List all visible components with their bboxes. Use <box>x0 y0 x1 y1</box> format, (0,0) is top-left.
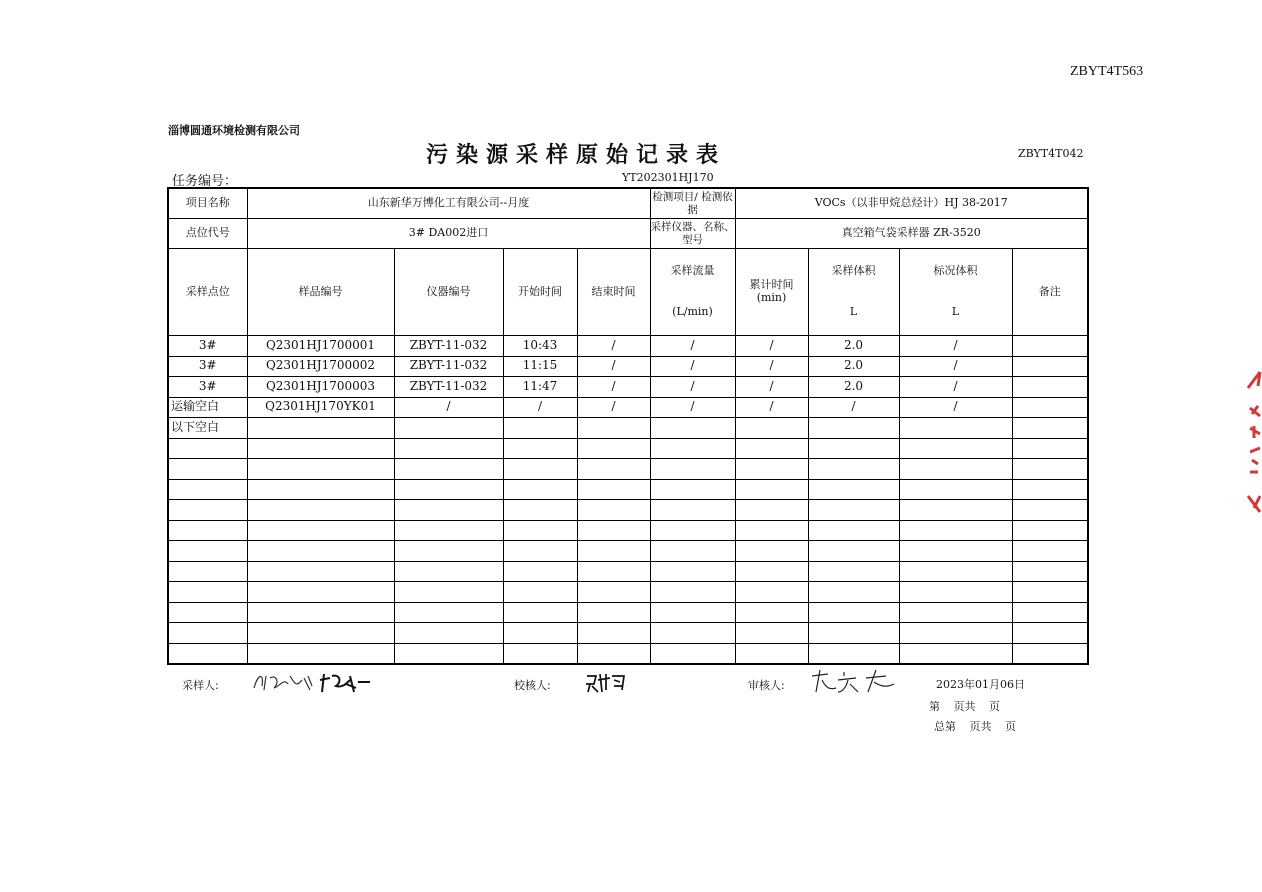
header-end-time: 结束时间 <box>577 249 650 336</box>
header-site: 采样点位 <box>168 249 247 336</box>
instrument-label: 采样仪器、名称、型号 <box>650 219 735 249</box>
column-header-row <box>168 249 1088 336</box>
company-name: 淄博圆通环境检测有限公司 <box>168 124 300 137</box>
task-number-label: 任务编号： <box>172 174 238 189</box>
record-date: 2023年01月06日 <box>936 678 1025 691</box>
form-code: ZBYT4T042 <box>1018 147 1084 160</box>
reviewer-signature <box>808 666 898 696</box>
cell-std-volume: / <box>899 397 1012 418</box>
point-row <box>168 219 1088 249</box>
reviewer-label: 审核人: <box>748 679 785 692</box>
cell-cum-time: / <box>735 356 808 377</box>
table-row <box>168 418 1088 439</box>
project-row <box>168 188 1088 219</box>
empty-row <box>168 500 1088 521</box>
empty-row <box>168 541 1088 562</box>
header-volume-label: 采样体积 <box>831 264 876 278</box>
cell-cum-time: / <box>735 336 808 357</box>
test-item-label: 检测项目/ 检测依据 <box>650 188 735 219</box>
cell-volume: 2.0 <box>808 336 899 357</box>
cell-sample-no: Q2301HJ1700003 <box>247 377 394 398</box>
cell-remark <box>1012 418 1088 439</box>
page-number-line: 第 页共 页 <box>929 700 1000 713</box>
cell-remark <box>1012 397 1088 418</box>
cell-end-time: / <box>577 377 650 398</box>
cell-site: 3# <box>168 377 247 398</box>
cell-flow <box>650 418 735 439</box>
cell-end-time: / <box>577 336 650 357</box>
cell-end-time <box>577 418 650 439</box>
header-flow <box>650 249 735 336</box>
cell-end-time: / <box>577 397 650 418</box>
cell-start-time: 11:15 <box>503 356 577 377</box>
project-name-value: 山东新华万博化工有限公司--月度 <box>247 188 650 219</box>
cell-std-volume: / <box>899 377 1012 398</box>
header-cum-time <box>735 249 808 336</box>
cell-flow: / <box>650 356 735 377</box>
cell-end-time: / <box>577 356 650 377</box>
empty-row <box>168 438 1088 459</box>
form-title: 污染源采样原始记录表 <box>426 143 727 168</box>
cell-std-volume <box>899 418 1012 439</box>
cell-start-time: / <box>503 397 577 418</box>
header-start-time: 开始时间 <box>503 249 577 336</box>
cell-instrument-no <box>394 418 503 439</box>
empty-row <box>168 623 1088 644</box>
cell-start-time: 10:43 <box>503 336 577 357</box>
document-code: ZBYT4T563 <box>1070 64 1144 79</box>
header-std-volume-unit: L <box>951 305 960 318</box>
empty-row <box>168 459 1088 480</box>
empty-row <box>168 479 1088 500</box>
cell-remark <box>1012 336 1088 357</box>
cell-volume: 2.0 <box>808 356 899 377</box>
header-flow-unit: (L/min) <box>672 305 713 318</box>
cell-flow: / <box>650 397 735 418</box>
cell-volume: / <box>808 397 899 418</box>
cell-instrument-no: ZBYT-11-032 <box>394 336 503 357</box>
sampler-signature <box>250 668 375 696</box>
header-flow-label: 采样流量 <box>670 264 715 278</box>
cell-volume <box>808 418 899 439</box>
header-instrument-no: 仪器编号 <box>394 249 503 336</box>
test-item-value: VOCs（以非甲烷总烃计）HJ 38-2017 <box>735 188 1088 219</box>
header-remark: 备注 <box>1012 249 1088 336</box>
cell-std-volume: / <box>899 336 1012 357</box>
table-row <box>168 356 1088 377</box>
cell-sample-no: Q2301HJ1700002 <box>247 356 394 377</box>
header-std-volume <box>899 249 1012 336</box>
header-cum-time-label: 累计时间 <box>749 278 794 292</box>
cell-volume: 2.0 <box>808 377 899 398</box>
cell-instrument-no: / <box>394 397 503 418</box>
cell-cum-time: / <box>735 377 808 398</box>
point-code-value: 3# DA002进口 <box>247 219 650 249</box>
red-stamp-fragment <box>1244 368 1262 520</box>
sampler-label: 采样人: <box>182 679 219 692</box>
total-page-line: 总第 页共 页 <box>934 720 1016 733</box>
cell-remark <box>1012 377 1088 398</box>
project-name-label: 项目名称 <box>168 188 247 219</box>
cell-cum-time: / <box>735 397 808 418</box>
table-row <box>168 397 1088 418</box>
point-code-label: 点位代号 <box>168 219 247 249</box>
cell-site: 以下空白 <box>168 418 247 439</box>
cell-start-time: 11:47 <box>503 377 577 398</box>
task-number: YT202301HJ170 <box>622 171 714 184</box>
header-volume <box>808 249 899 336</box>
cell-sample-no: Q2301HJ1700001 <box>247 336 394 357</box>
header-sample-no: 样品编号 <box>247 249 394 336</box>
cell-site: 3# <box>168 336 247 357</box>
empty-row <box>168 602 1088 623</box>
cell-site: 3# <box>168 356 247 377</box>
cell-sample-no <box>247 418 394 439</box>
cell-flow: / <box>650 377 735 398</box>
empty-row <box>168 561 1088 582</box>
empty-row <box>168 520 1088 541</box>
cell-instrument-no: ZBYT-11-032 <box>394 377 503 398</box>
cell-flow: / <box>650 336 735 357</box>
cell-remark <box>1012 356 1088 377</box>
instrument-value: 真空箱气袋采样器 ZR-3520 <box>735 219 1088 249</box>
cell-cum-time <box>735 418 808 439</box>
header-cum-time-unit: (min) <box>756 291 787 304</box>
empty-row <box>168 582 1088 603</box>
sampling-record-table <box>167 187 1089 665</box>
table-row <box>168 336 1088 357</box>
table-row <box>168 377 1088 398</box>
header-std-volume-label: 标况体积 <box>933 264 978 278</box>
cell-std-volume: / <box>899 356 1012 377</box>
checker-label: 校核人: <box>514 679 551 692</box>
cell-site: 运输空白 <box>168 397 247 418</box>
checker-signature <box>584 670 632 694</box>
cell-sample-no: Q2301HJ170YK01 <box>247 397 394 418</box>
cell-instrument-no: ZBYT-11-032 <box>394 356 503 377</box>
header-volume-unit: L <box>849 305 858 318</box>
empty-row <box>168 643 1088 664</box>
cell-start-time <box>503 418 577 439</box>
